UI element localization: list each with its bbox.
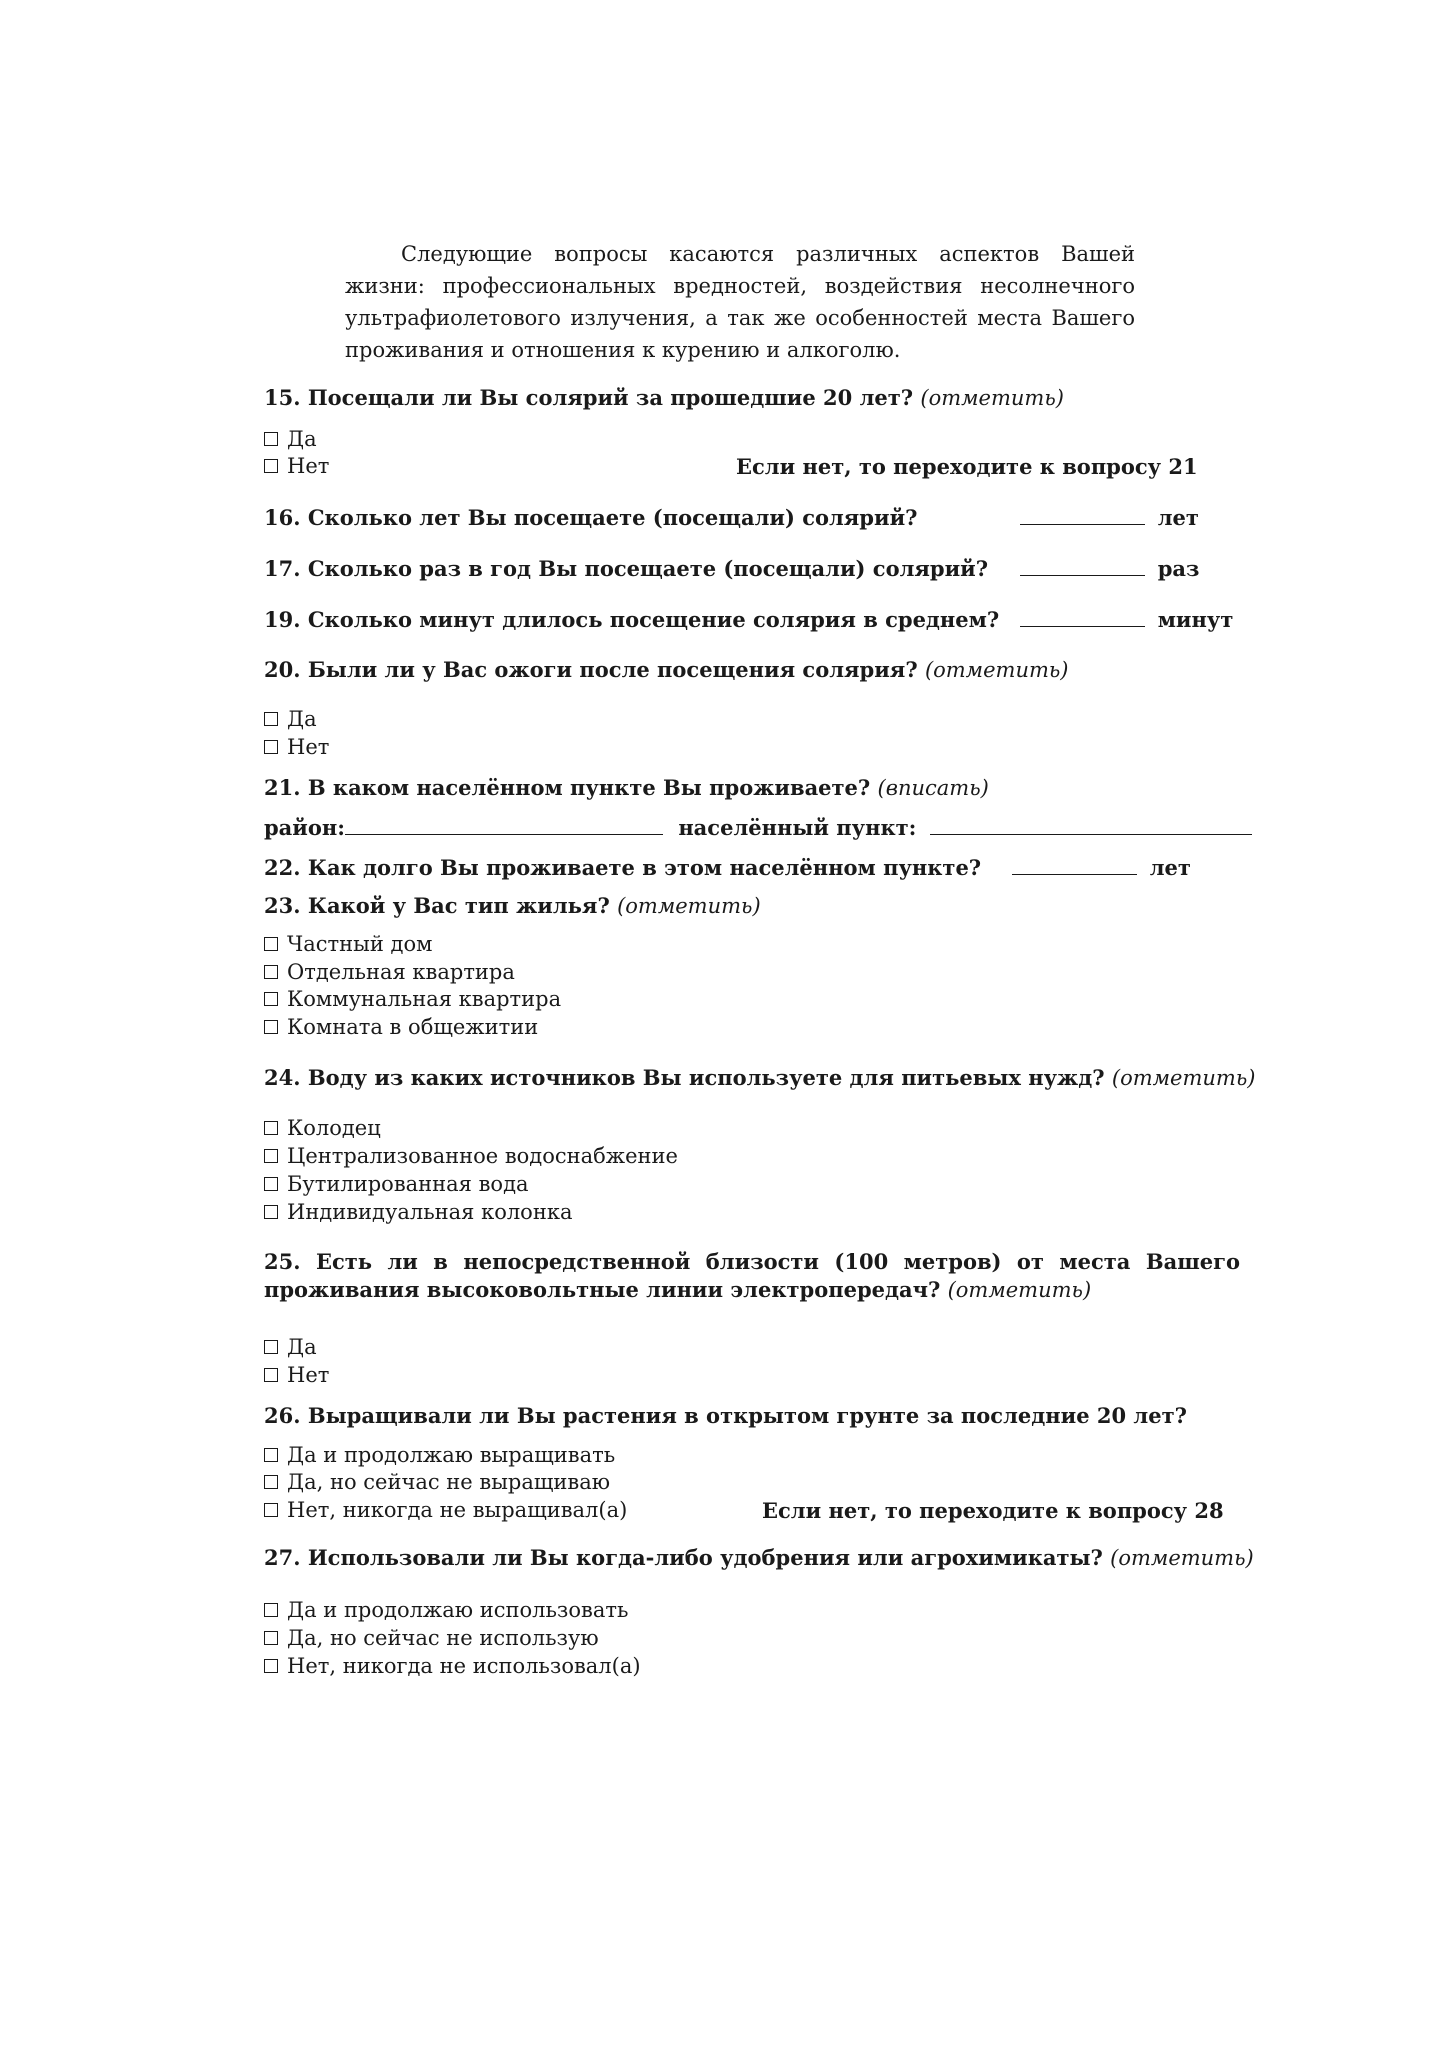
question-note: (отметить) (924, 658, 1069, 682)
district-field[interactable] (345, 816, 663, 835)
unit-label: минут (1157, 607, 1234, 632)
checkbox[interactable] (264, 1149, 278, 1163)
question-21 (264, 775, 989, 800)
answer-field-q17[interactable] (1020, 556, 1199, 581)
option-label: Комната в общежитии (287, 1015, 539, 1039)
option-label: Да и продолжаю выращивать (287, 1443, 616, 1467)
question-19: 19. Сколько минут длилось посещение солярия в среднем? (264, 607, 1000, 632)
question-25 (264, 1248, 1240, 1304)
option-q27-3[interactable] (264, 1654, 641, 1678)
unit-label: лет (1149, 855, 1191, 880)
option-q26-1[interactable] (264, 1443, 615, 1467)
checkbox[interactable] (264, 937, 278, 951)
skip-instruction: Если нет, то переходите к вопросу 28 (762, 1498, 1224, 1523)
question-note: (отметить) (920, 386, 1064, 410)
option-label: Нет (287, 1363, 330, 1387)
option-q24-3[interactable] (264, 1172, 529, 1196)
question-20 (264, 657, 1069, 682)
option-label: Коммунальная квартира (287, 987, 562, 1011)
question-text: 27. Использовали ли Вы когда-либо удобрения или агрохимикаты? (264, 1545, 1103, 1570)
district-label: район: (264, 815, 345, 840)
question-27 (264, 1545, 1254, 1570)
question-text: 23. Какой у Вас тип жилья? (264, 893, 610, 918)
question-note: (отметить) (617, 894, 761, 918)
checkbox[interactable] (264, 1448, 278, 1462)
option-q27-2[interactable] (264, 1626, 599, 1650)
answer-row-q21 (264, 815, 1252, 840)
option-label: Колодец (287, 1116, 381, 1140)
checkbox[interactable] (264, 1631, 278, 1645)
answer-field-q19[interactable] (1020, 607, 1233, 632)
checkbox[interactable] (264, 432, 278, 446)
checkbox[interactable] (264, 1659, 278, 1673)
option-label: Бутилированная вода (287, 1172, 529, 1196)
skip-instruction: Если нет, то переходите к вопросу 21 (736, 454, 1198, 479)
option-label: Частный дом (287, 932, 433, 956)
checkbox[interactable] (264, 1603, 278, 1617)
option-q24-2[interactable] (264, 1144, 678, 1168)
intro-line: Следующие вопросы касаются различных аспектов Вашей (401, 242, 1135, 266)
checkbox[interactable] (264, 1177, 278, 1191)
checkbox[interactable] (264, 1475, 278, 1489)
question-note: (отметить) (1111, 1066, 1256, 1090)
intro-paragraph (345, 238, 1135, 366)
question-17: 17. Сколько раз в год Вы посещаете (посещали) солярий? (264, 556, 989, 581)
question-23 (264, 893, 761, 918)
question-16: 16. Сколько лет Вы посещаете (посещали) солярий? (264, 505, 918, 530)
checkbox[interactable] (264, 1020, 278, 1034)
checkbox[interactable] (264, 1340, 278, 1354)
checkbox[interactable] (264, 1121, 278, 1135)
option-label: Да (287, 427, 317, 451)
option-label: Нет, никогда не выращивал(а) (287, 1498, 628, 1522)
option-q23-4[interactable] (264, 1015, 538, 1039)
option-label: Да, но сейчас не выращиваю (287, 1470, 611, 1494)
checkbox[interactable] (264, 1368, 278, 1382)
settlement-field[interactable] (930, 816, 1252, 835)
blank-line[interactable] (1020, 608, 1145, 627)
question-text: 24. Воду из каких источников Вы используете для питьевых нужд? (264, 1065, 1105, 1090)
option-label: Отдельная квартира (287, 960, 515, 984)
option-label: Да (287, 1335, 317, 1359)
blank-line[interactable] (1020, 557, 1145, 576)
intro-line: проживания и отношения к курению и алкоголю. (345, 338, 901, 362)
option-q23-1[interactable] (264, 932, 432, 956)
checkbox[interactable] (264, 1205, 278, 1219)
question-15 (264, 385, 1064, 410)
answer-field-q22[interactable] (1012, 855, 1191, 880)
option-q27-1[interactable] (264, 1598, 628, 1622)
option-q24-1[interactable] (264, 1116, 381, 1140)
option-label: Нет, никогда не использовал(а) (287, 1654, 641, 1678)
intro-line: ультрафиолетового излучения, а так же особенностей места Вашего (345, 306, 1135, 330)
question-text-cont (264, 1276, 1240, 1304)
checkbox[interactable] (264, 1503, 278, 1517)
option-q26-2[interactable] (264, 1470, 610, 1494)
option-q23-3[interactable] (264, 987, 561, 1011)
option-label: Да и продолжаю использовать (287, 1598, 629, 1622)
checkbox[interactable] (264, 992, 278, 1006)
option-label: Централизованное водоснабжение (287, 1144, 678, 1168)
option-q15-no[interactable] (264, 454, 329, 478)
option-q25-yes[interactable] (264, 1335, 317, 1359)
question-text: проживания высоковольтные линии электропередач? (264, 1277, 941, 1302)
question-text: 25. Есть ли в непосредственной близости (100 метров) от места Вашего (264, 1249, 1240, 1274)
option-q26-3[interactable] (264, 1498, 627, 1522)
checkbox[interactable] (264, 712, 278, 726)
question-text: 21. В каком населённом пункте Вы проживаете? (264, 775, 871, 800)
option-label: Да, но сейчас не использую (287, 1626, 599, 1650)
settlement-label: населённый пункт: (678, 815, 917, 840)
option-label: Нет (287, 454, 330, 478)
checkbox[interactable] (264, 740, 278, 754)
option-label: Да (287, 707, 317, 731)
question-24 (264, 1065, 1255, 1090)
option-q23-2[interactable] (264, 960, 515, 984)
option-label: Индивидуальная колонка (287, 1200, 573, 1224)
option-q20-yes[interactable] (264, 707, 317, 731)
question-note: (отметить) (947, 1278, 1092, 1302)
option-q25-no[interactable] (264, 1363, 329, 1387)
option-q24-4[interactable] (264, 1200, 572, 1224)
question-note: (отметить) (1110, 1546, 1254, 1570)
option-q15-yes[interactable] (264, 427, 317, 451)
question-text: 15. Посещали ли Вы солярий за прошедшие 20 лет? (264, 385, 914, 410)
checkbox[interactable] (264, 965, 278, 979)
checkbox[interactable] (264, 459, 278, 473)
unit-label: раз (1157, 556, 1200, 581)
intro-line: жизни: профессиональных вредностей, воздействия несолнечного (345, 274, 1135, 298)
option-q20-no[interactable] (264, 735, 329, 759)
question-22: 22. Как долго Вы проживаете в этом населённом пункте? (264, 855, 982, 880)
question-26: 26. Выращивали ли Вы растения в открытом грунте за последние 20 лет? (264, 1403, 1187, 1428)
blank-line[interactable] (1020, 506, 1145, 525)
unit-label: лет (1157, 505, 1199, 530)
answer-field-q16[interactable] (1020, 505, 1199, 530)
option-label: Нет (287, 735, 330, 759)
blank-line[interactable] (1012, 856, 1137, 875)
question-text: 20. Были ли у Вас ожоги после посещения солярия? (264, 657, 918, 682)
question-note: (вписать) (877, 776, 989, 800)
